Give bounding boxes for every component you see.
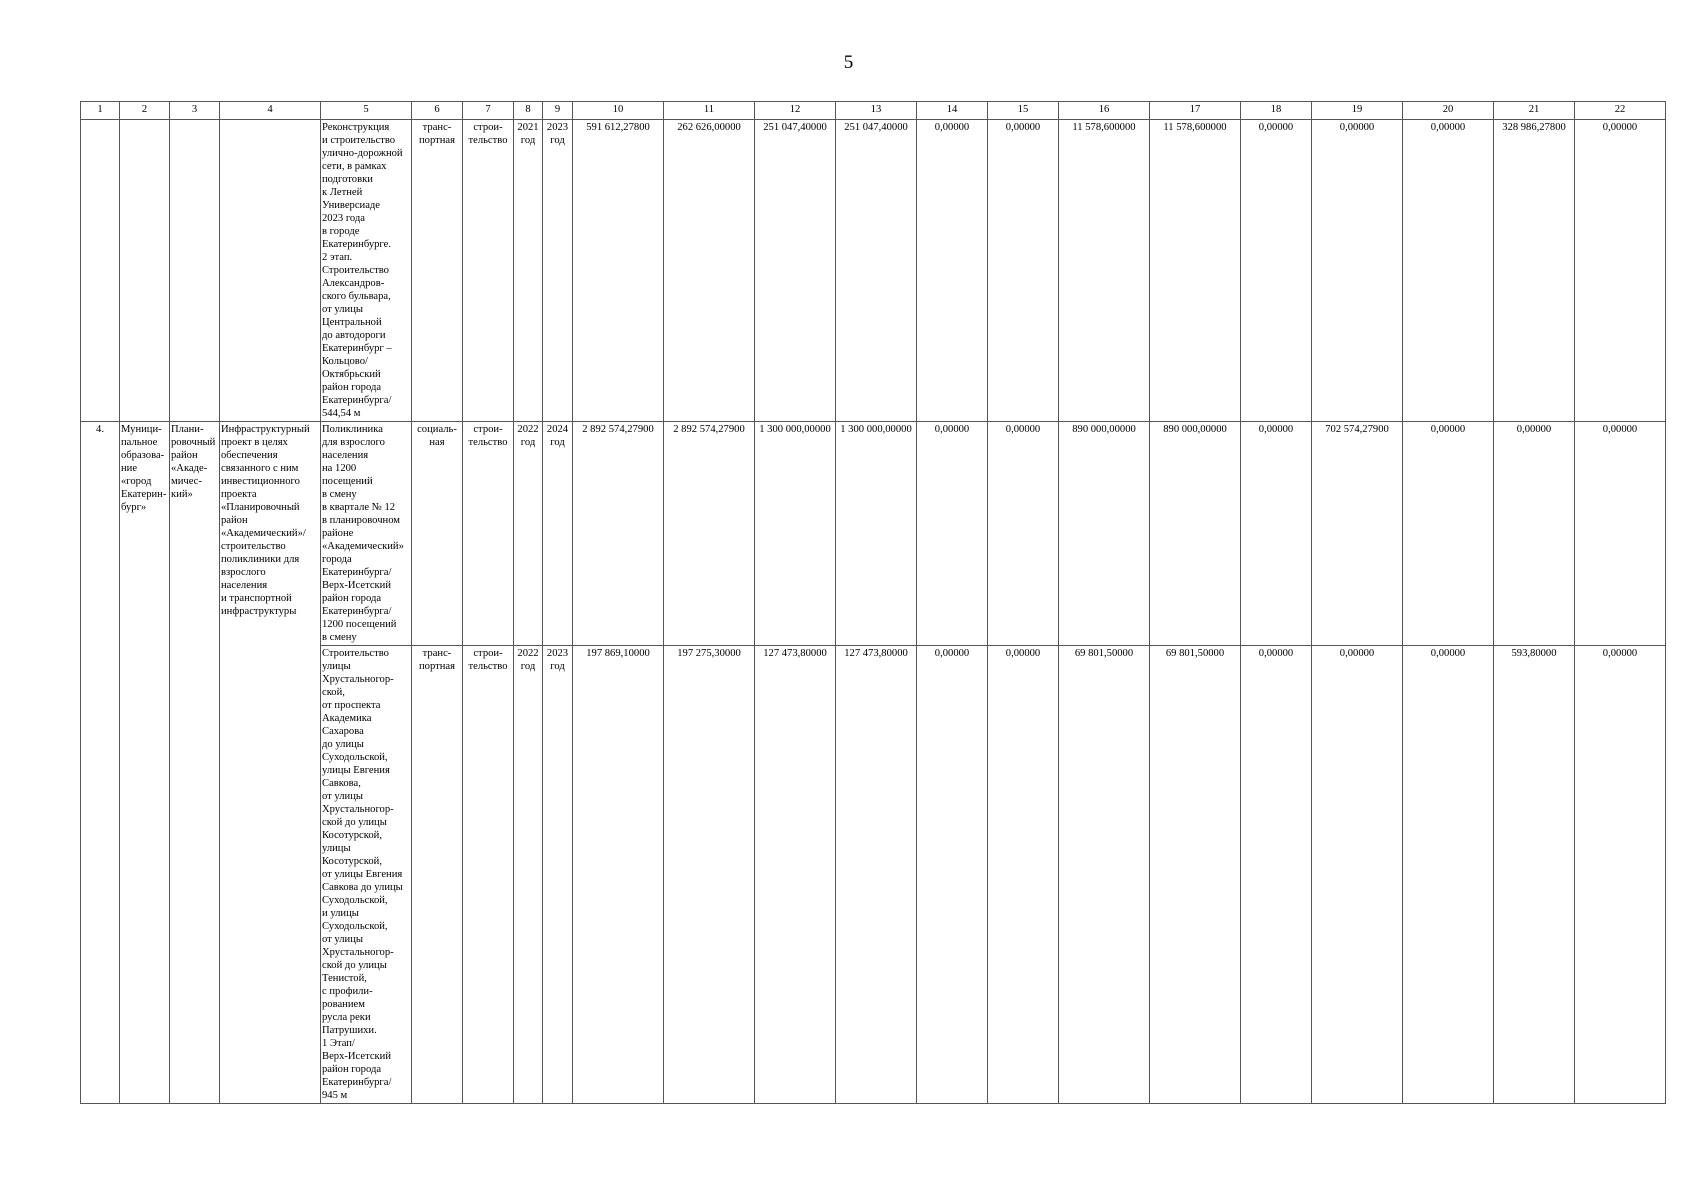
- amount-cell: 0,00000: [988, 120, 1059, 422]
- amount-cell: 0,00000: [1575, 120, 1666, 422]
- column-number: 7: [463, 102, 514, 120]
- end-year-cell: 2023 год: [543, 120, 573, 422]
- amount-cell: 593,80000: [1494, 646, 1575, 1104]
- amount-cell: 0,00000: [1312, 646, 1403, 1104]
- amount-cell: 0,00000: [988, 422, 1059, 646]
- column-number: 22: [1575, 102, 1666, 120]
- amount-cell: 11 578,600000: [1059, 120, 1150, 422]
- start-year-cell: 2022 год: [514, 646, 543, 1104]
- amount-cell: 0,00000: [1575, 646, 1666, 1104]
- amount-cell: 0,00000: [1403, 422, 1494, 646]
- amount-cell: 328 986,27800: [1494, 120, 1575, 422]
- amount-cell: 0,00000: [1403, 120, 1494, 422]
- amount-cell: 591 612,27800: [573, 120, 664, 422]
- row-number: 4.: [81, 422, 120, 1104]
- column-number: 16: [1059, 102, 1150, 120]
- column-number: 13: [836, 102, 917, 120]
- amount-cell: 890 000,00000: [1059, 422, 1150, 646]
- column-number: 10: [573, 102, 664, 120]
- page-number: 5: [843, 52, 854, 73]
- amount-cell: 2 892 574,27900: [573, 422, 664, 646]
- infrastructure-type-cell: транс- портная: [412, 120, 463, 422]
- column-number: 5: [321, 102, 412, 120]
- column-number: 19: [1312, 102, 1403, 120]
- column-number: 2: [120, 102, 170, 120]
- work-type-cell: строи- тельство: [463, 422, 514, 646]
- column-number: 3: [170, 102, 220, 120]
- table-row: [81, 422, 1666, 646]
- amount-cell: 890 000,00000: [1150, 422, 1241, 646]
- project-name-cell: [220, 120, 321, 422]
- column-number: 18: [1241, 102, 1312, 120]
- district-cell: Плани- ровочный район «Акаде- мичес- кий»: [170, 422, 220, 1104]
- amount-cell: 0,00000: [988, 646, 1059, 1104]
- column-number: 17: [1150, 102, 1241, 120]
- column-number: 15: [988, 102, 1059, 120]
- amount-cell: 2 892 574,27900: [664, 422, 755, 646]
- amount-cell: 0,00000: [917, 422, 988, 646]
- amount-cell: 251 047,40000: [836, 120, 917, 422]
- column-number: 8: [514, 102, 543, 120]
- table-row: [81, 120, 1666, 422]
- amount-cell: 0,00000: [917, 120, 988, 422]
- amount-cell: 702 574,27900: [1312, 422, 1403, 646]
- column-number: 9: [543, 102, 573, 120]
- amount-cell: 0,00000: [1575, 422, 1666, 646]
- column-number: 20: [1403, 102, 1494, 120]
- column-number: 14: [917, 102, 988, 120]
- amount-cell: 0,00000: [1494, 422, 1575, 646]
- district-cell: [170, 120, 220, 422]
- column-number-row: [81, 102, 1666, 120]
- amount-cell: 251 047,40000: [755, 120, 836, 422]
- start-year-cell: 2021 год: [514, 120, 543, 422]
- infrastructure-type-cell: социаль- ная: [412, 422, 463, 646]
- amount-cell: 262 626,00000: [664, 120, 755, 422]
- amount-cell: 127 473,80000: [755, 646, 836, 1104]
- start-year-cell: 2022 год: [514, 422, 543, 646]
- amount-cell: 0,00000: [1241, 422, 1312, 646]
- column-number: 21: [1494, 102, 1575, 120]
- column-number: 12: [755, 102, 836, 120]
- column-number: 1: [81, 102, 120, 120]
- amount-cell: 197 275,30000: [664, 646, 755, 1104]
- amount-cell: 1 300 000,00000: [836, 422, 917, 646]
- project-name-cell: Инфраструктурный проект в целях обеспечения связанного с ним инвестиционного проекта «Планировочный район «Академический»/ строительство поликлиники для взрослого населения и транспортной инфраструктуры: [220, 422, 321, 1104]
- municipality-cell: Муници- пальное образова- ние «город Екатерин- бург»: [120, 422, 170, 1104]
- amount-cell: 127 473,80000: [836, 646, 917, 1104]
- amount-cell: 1 300 000,00000: [755, 422, 836, 646]
- municipality-cell: [120, 120, 170, 422]
- amount-cell: 0,00000: [1403, 646, 1494, 1104]
- amount-cell: 69 801,50000: [1150, 646, 1241, 1104]
- object-description-cell: Реконструкция и строительство улично-дорожной сети, в рамках подготовки к Летней Универсиаде 2023 года в городе Екатеринбурге. 2 этап. Строительство Александров- ского бульвара, от улицы Центральной до автодороги Екатеринбург – Кольцово/ Октябрьский район города Екатеринбурга/ 544,54 м: [321, 120, 412, 422]
- investment-projects-table: [80, 101, 1666, 1104]
- object-description-cell: Поликлиника для взрослого населения на 1200 посещений в смену в квартале № 12 в планировочном районе «Академический» города Екатеринбурга/ Верх-Исетский район города Екатеринбурга/ 1200 посещений в смену: [321, 422, 412, 646]
- end-year-cell: 2023 год: [543, 646, 573, 1104]
- row-number: [81, 120, 120, 422]
- infrastructure-type-cell: транс- портная: [412, 646, 463, 1104]
- object-description-cell: Строительство улицы Хрустальногор- ской, от проспекта Академика Сахарова до улицы Суходольской, улицы Евгения Савкова, от улицы Хрустальногор- ской до улицы Косотурской, улицы Косотурской, от улицы Евгения Савкова до улицы Суходольской, и улицы Суходольской, от улицы Хрустальногор- ской до улицы Тенистой, с профили- рованием русла реки Патрушихи. 1 Этап/ Верх-Исетский район города Екатеринбурга/ 945 м: [321, 646, 412, 1104]
- column-number: 6: [412, 102, 463, 120]
- column-number: 11: [664, 102, 755, 120]
- work-type-cell: строи- тельство: [463, 120, 514, 422]
- amount-cell: 0,00000: [1312, 120, 1403, 422]
- work-type-cell: строи- тельство: [463, 646, 514, 1104]
- amount-cell: 0,00000: [1241, 646, 1312, 1104]
- end-year-cell: 2024 год: [543, 422, 573, 646]
- amount-cell: 0,00000: [1241, 120, 1312, 422]
- amount-cell: 11 578,600000: [1150, 120, 1241, 422]
- amount-cell: 197 869,10000: [573, 646, 664, 1104]
- amount-cell: 69 801,50000: [1059, 646, 1150, 1104]
- amount-cell: 0,00000: [917, 646, 988, 1104]
- column-number: 4: [220, 102, 321, 120]
